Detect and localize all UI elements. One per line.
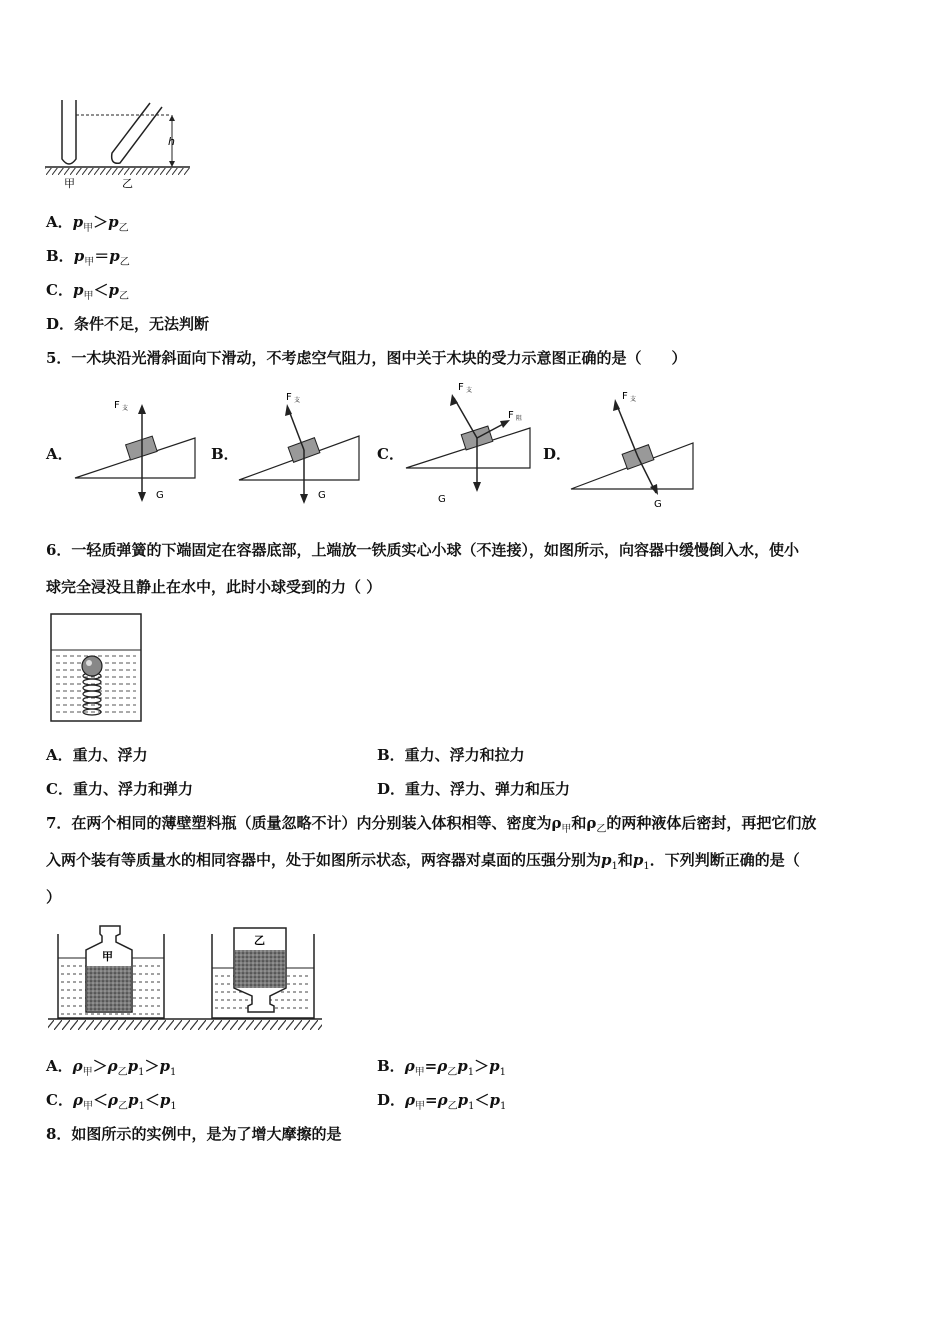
svg-text:支: 支 bbox=[630, 396, 637, 403]
q5-stem: 5．一木块沿光滑斜面向下滑动，不考虑空气阻力，图中关于木块的受力示意图正确的是（ ） bbox=[46, 349, 687, 367]
q5-letter-a[interactable]: A． bbox=[46, 445, 73, 463]
q7-option-a[interactable]: A．$\rho_甲>\rho_乙p_1>p_1$ bbox=[46, 1057, 177, 1078]
q8-stem: 8．如图所示的实例中，是为了增大摩擦的是 bbox=[46, 1125, 342, 1143]
q6-option-a[interactable]: A．重力、浮力 bbox=[46, 746, 148, 764]
svg-text:G: G bbox=[438, 494, 446, 505]
q6-option-d[interactable]: D．重力、浮力、弹力和压力 bbox=[377, 780, 571, 798]
svg-text:G: G bbox=[654, 499, 662, 510]
q6-stem-line1: 6．一轻质弹簧的下端固定在容器底部，上端放一铁质实心小球（不连接），如图所示，向容器中缓慢倒入水，使小 bbox=[46, 541, 799, 559]
svg-text:乙: 乙 bbox=[254, 934, 265, 947]
svg-text:支: 支 bbox=[294, 397, 301, 404]
q6-spring-container-figure bbox=[48, 612, 144, 724]
q6-option-b[interactable]: B．重力、浮力和拉力 bbox=[377, 746, 525, 764]
svg-text:F: F bbox=[114, 400, 120, 411]
q4-option-c[interactable]: C．$p_甲<p_乙$ bbox=[46, 281, 129, 302]
q5-letter-b[interactable]: B． bbox=[211, 445, 239, 463]
q5-diagram-c bbox=[402, 378, 537, 508]
svg-text:支: 支 bbox=[122, 405, 129, 412]
q5-diagram-d bbox=[568, 385, 698, 510]
svg-text:G: G bbox=[156, 490, 164, 501]
label-jia: 甲 bbox=[64, 177, 75, 190]
q4-option-d[interactable]: D．条件不足，无法判断 bbox=[46, 315, 210, 333]
q5-diagram-b bbox=[236, 388, 366, 508]
q7-option-b[interactable]: B．$\rho_甲=\rho_乙p_1>p_1$ bbox=[377, 1057, 506, 1078]
q7-option-c[interactable]: C．$\rho_甲<\rho_乙p_1<p_1$ bbox=[46, 1091, 177, 1112]
q7-stem-line1: 7．在两个相同的薄壁塑料瓶（质量忽略不计）内分别装入体积相等、密度为$\rho_甲$和$\rho_乙$的两种液体后密封，再把它们放 bbox=[46, 814, 817, 835]
q7-stem-line3: ） bbox=[46, 888, 62, 906]
h-label: h bbox=[168, 135, 175, 148]
q7-bottles-figure bbox=[46, 920, 324, 1032]
svg-text:支: 支 bbox=[466, 387, 473, 394]
q6-option-c[interactable]: C．重力、浮力和弹力 bbox=[46, 780, 193, 798]
svg-text:F: F bbox=[458, 382, 464, 393]
q5-letter-c[interactable]: C． bbox=[377, 445, 404, 463]
label-yi: 乙 bbox=[122, 177, 133, 190]
q5-diagram-a bbox=[72, 388, 202, 508]
q7-stem-line2: 入两个装有等质量水的相同容器中，处于如图所示状态，两容器对桌面的压强分别为$p_1$和$p_1$．下列判断正确的是（ bbox=[46, 851, 800, 872]
svg-text:F: F bbox=[508, 410, 514, 421]
svg-text:G: G bbox=[318, 490, 326, 501]
q5-letter-d[interactable]: D． bbox=[543, 445, 572, 463]
q4-tubes-figure bbox=[40, 95, 200, 195]
svg-text:甲: 甲 bbox=[102, 950, 113, 963]
q7-option-d[interactable]: D．$\rho_甲=\rho_乙p_1<p_1$ bbox=[377, 1091, 507, 1112]
svg-text:阻: 阻 bbox=[516, 415, 523, 422]
q4-option-a[interactable]: A．$p_甲>p_乙$ bbox=[46, 213, 129, 234]
svg-text:F: F bbox=[286, 392, 292, 403]
q6-stem-line2: 球完全浸没且静止在水中，此时小球受到的力（ ） bbox=[46, 578, 382, 596]
svg-text:F: F bbox=[622, 391, 628, 402]
q4-option-b[interactable]: B．$p_甲=p_乙$ bbox=[46, 247, 130, 268]
